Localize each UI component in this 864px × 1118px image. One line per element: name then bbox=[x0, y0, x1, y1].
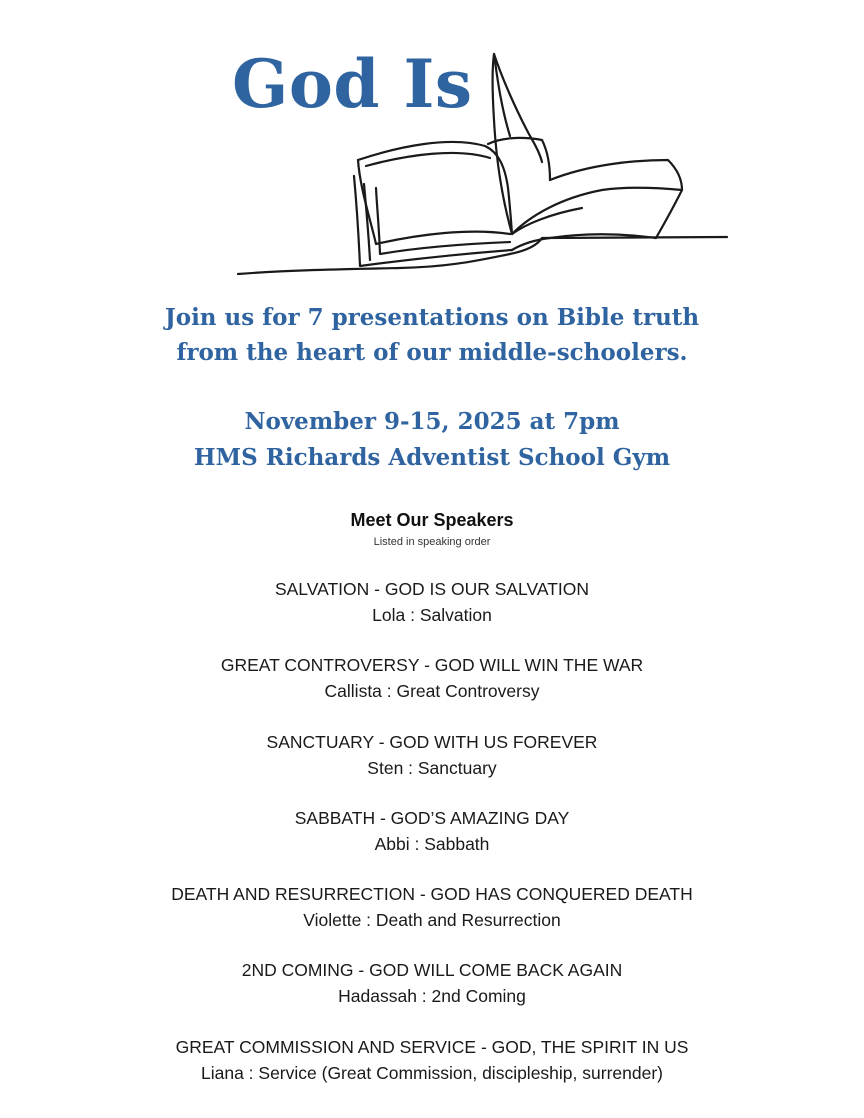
session-topic: SALVATION - GOD IS OUR SALVATION bbox=[274, 579, 590, 599]
open-book-line-art-icon bbox=[230, 45, 730, 280]
intro-line-1: Join us for 7 presentations on Bible truth bbox=[164, 304, 700, 331]
session-speaker: Hadassah : 2nd Coming bbox=[338, 986, 526, 1007]
intro-line-2: from the heart of our middle-schoolers. bbox=[176, 339, 688, 366]
page-title: God Is bbox=[232, 45, 473, 123]
session-item bbox=[0, 957, 864, 1033]
session-speaker: Liana : Service (Great Commission, discipleship, surrender) bbox=[201, 1062, 663, 1083]
event-location: HMS Richards Adventist School Gym bbox=[193, 444, 671, 471]
session-topic: 2ND COMING - GOD WILL COME BACK AGAIN bbox=[241, 960, 623, 981]
session-speaker: Lola : Salvation bbox=[372, 605, 492, 625]
session-speaker: Abbi : Sabbath bbox=[374, 833, 490, 854]
session-topic: GREAT COMMISSION AND SERVICE - GOD, THE SPIRIT IN US bbox=[175, 1036, 689, 1057]
session-topic: GREAT CONTROVERSY - GOD WILL WIN THE WAR bbox=[220, 655, 644, 676]
session-item bbox=[0, 805, 864, 881]
event-details bbox=[0, 404, 864, 476]
session-item bbox=[0, 881, 864, 957]
speakers-subheading: Listed in speaking order bbox=[373, 536, 491, 548]
event-date: November 9-15, 2025 at 7pm bbox=[244, 408, 620, 435]
session-list bbox=[0, 576, 864, 1110]
session-item bbox=[0, 1034, 864, 1110]
session-topic: SABBATH - GOD’S AMAZING DAY bbox=[294, 807, 570, 828]
session-speaker: Sten : Sanctuary bbox=[367, 757, 497, 778]
session-item bbox=[0, 576, 864, 652]
session-item bbox=[0, 729, 864, 805]
session-item bbox=[0, 652, 864, 728]
session-speaker: Violette : Death and Resurrection bbox=[303, 910, 561, 931]
session-topic: DEATH AND RESURRECTION - GOD HAS CONQUERED DEATH bbox=[171, 884, 693, 905]
session-speaker: Callista : Great Controversy bbox=[324, 681, 540, 702]
session-topic: SANCTUARY - GOD WITH US FOREVER bbox=[266, 731, 598, 752]
intro-text bbox=[0, 300, 864, 370]
speakers-heading: Meet Our Speakers bbox=[350, 510, 514, 530]
